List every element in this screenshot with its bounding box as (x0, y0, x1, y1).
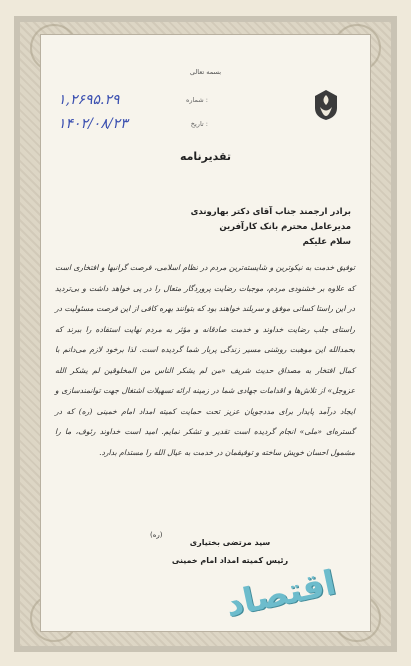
paragraph: امید است خداوند رئوف، ما را مشمول احسان خویش ساخته و توفیقمان در خدمت به عیال الله را مستدام بدارد. (55, 427, 355, 457)
greeting: سلام علیکم (302, 237, 351, 247)
basmala: بسمه تعالی (189, 68, 222, 76)
number-value: ۱,۲۶۹۵.۲۹ (58, 92, 120, 108)
signer-position: رئیس کمیته امداد امام خمینی (171, 556, 289, 565)
honorific-mark: (ره) (150, 531, 163, 539)
signature-block (110, 534, 350, 570)
addressee-name: برادر ارجمند جناب آقای دکتر بهاروندی (190, 207, 351, 217)
date-value: ۱۴۰۲/۰۸/۲۳ (58, 116, 128, 132)
komite-emdad-emblem-icon (311, 88, 341, 122)
signer-name: سید مرتضی بختیاری (189, 538, 271, 547)
date-label: تاریخ : (190, 120, 208, 128)
document-title: تقدیرنامه (179, 150, 232, 163)
paragraph: لذا برخود لازم می‌دانم با کمال افتخار به مصداق حدیث شریف «من لم یشکر الناس من المخلوقین لم یشکر الله عزوجل» از تلاش‌ها و اقدامات جهادی شما در زمینه ارائه تسهیلات اشتغال جهت توانمندسازی و ایجاد درآمد پایدار برای مددجویان عزیز تحت حمایت کمیته امداد امام خمینی (ره) که در گستره‌ای «ملی» انجام گردیده است تقدیر و تشکر نمایم. (55, 345, 355, 436)
reference-block (58, 88, 208, 136)
watermark-logo: اقتصاد (222, 562, 340, 626)
number-label: شماره : (186, 96, 208, 104)
addressee-position: مدیرعامل محترم بانک کارآفرین (219, 222, 351, 232)
letter-body (55, 258, 355, 463)
addressee-block (51, 205, 351, 250)
paragraph: توفیق خدمت به نیکوترین و شایسته‌ترین مردم در نظام اسلامی، فرصت گرانبها و افتخاری است که علاوه بر خشنودی مردم، موجبات رضایت پروردگار متعال را در پی خواهد داشت و بی‌تردید در این راستا کسانی موفق و سربلند خواهند بود که بتوانند بهره کافی از این فرصت مسئولیت در راستای جلب رضایت خداوند و خدمت صادقانه و مؤثر به مردم نهایت استفاده را ببرند که بحمدالله این موهبت روشنی مسیر زندگی پربار شما گردیده است. (55, 263, 355, 354)
